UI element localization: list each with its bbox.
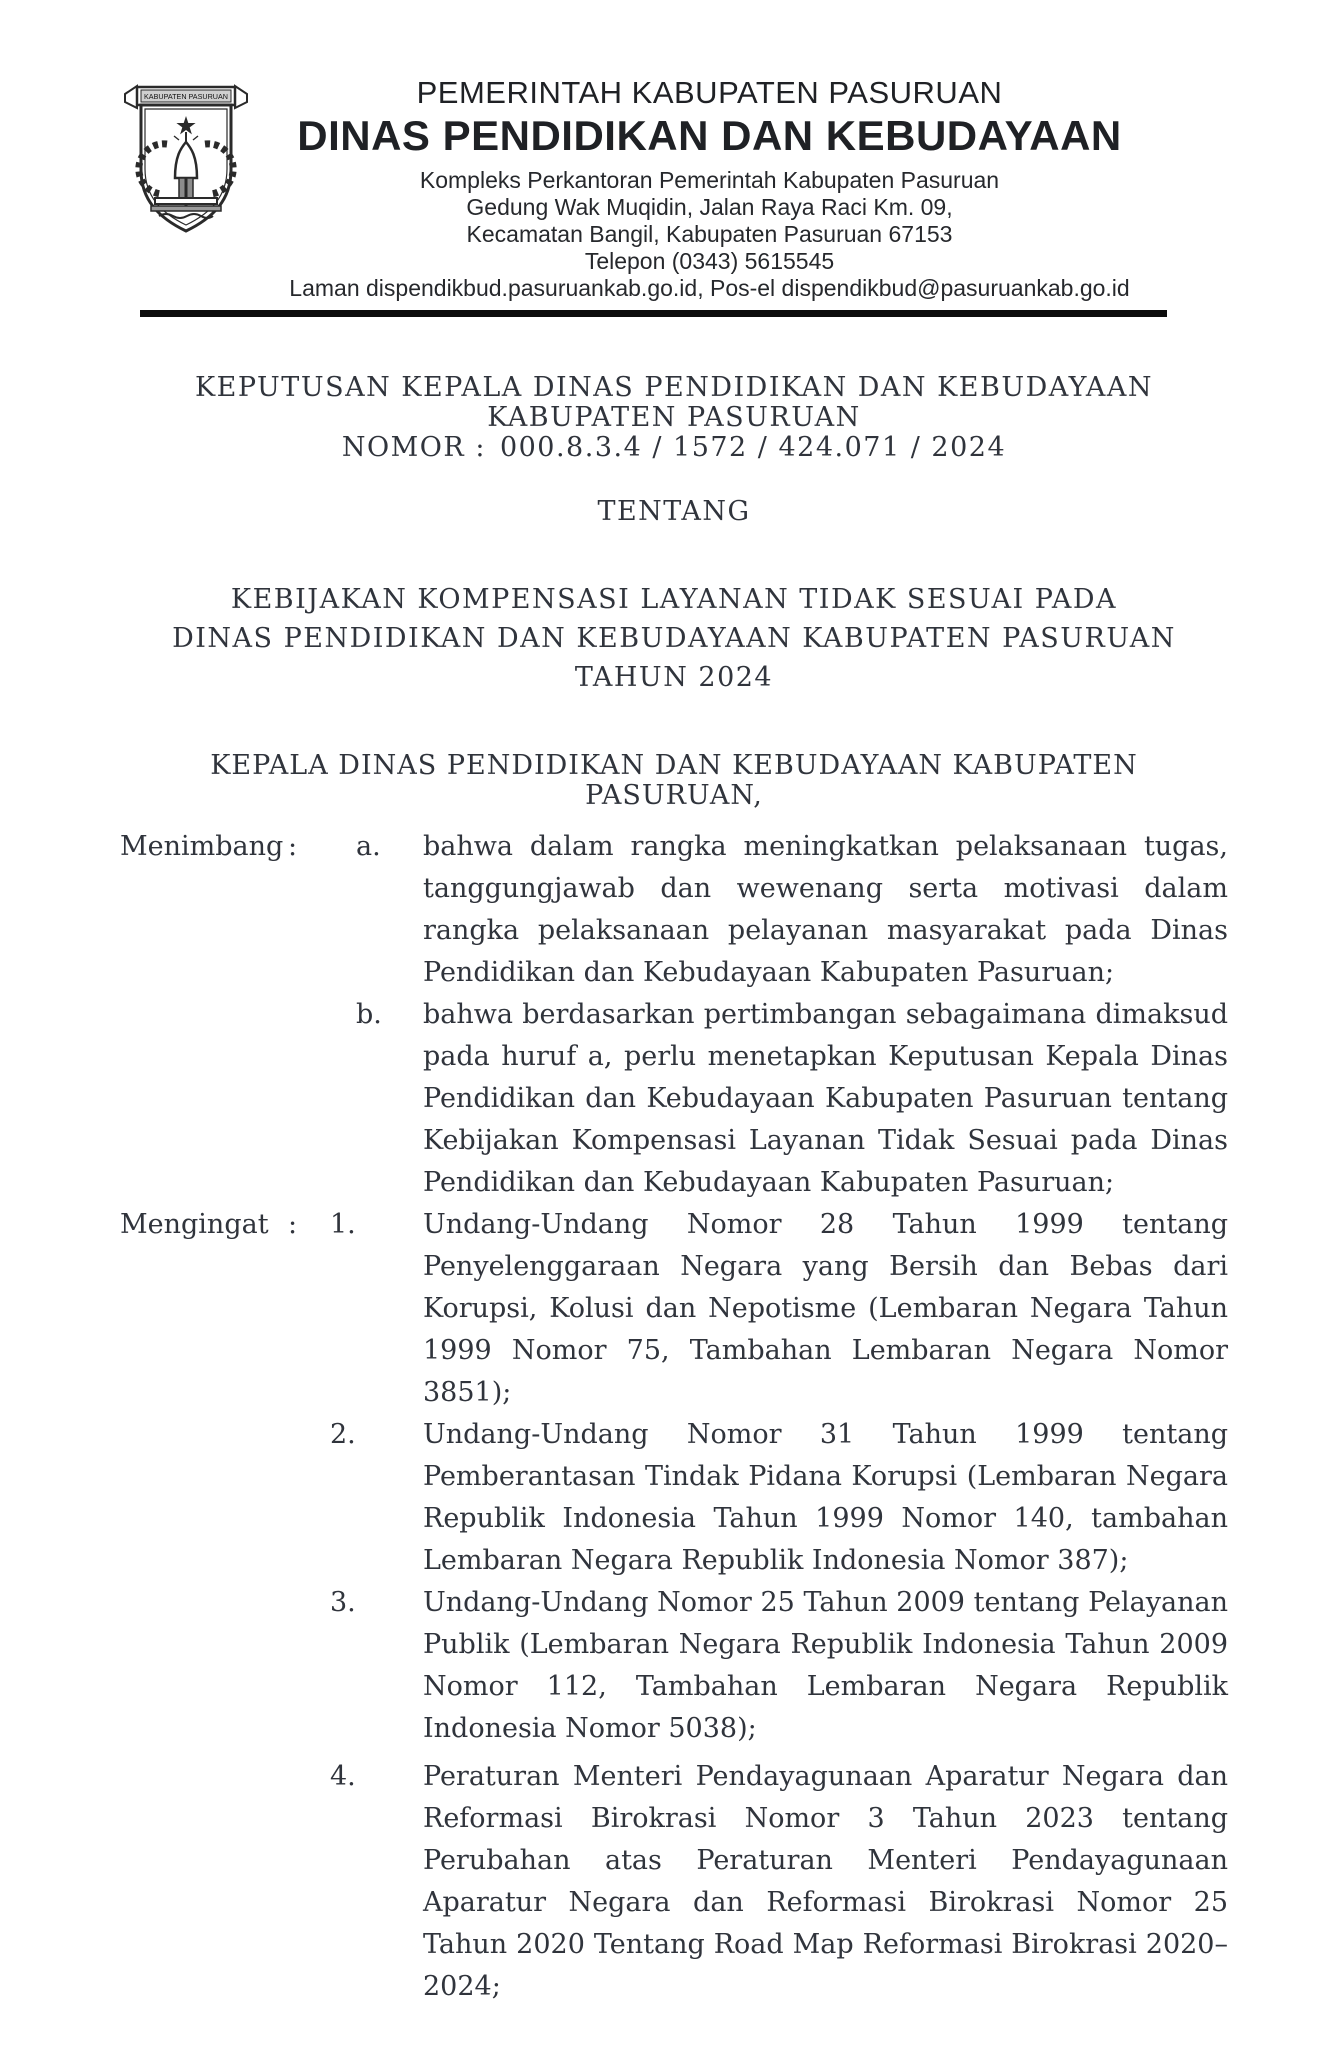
item-marker: 2.	[330, 1419, 356, 1450]
decree-subject-line-3: TAHUN 2024	[574, 662, 774, 693]
item-text: Undang-Undang Nomor 25 Tahun 2009 tentang Pelayanan Publik (Lembaran Negara Republik Indonesia Tahun 2009 Nomor 112, Tambahan Lembaran Negara Republik Indonesia Nomor 5038);	[423, 1587, 1228, 1744]
item-marker: 1.	[330, 1209, 356, 1240]
item-text: Peraturan Menteri Pendayagunaan Aparatur Negara dan Reformasi Birokrasi Nomor 3 Tahun 2023 tentang Perubahan atas Peraturan Menteri Pendayagunaan Aparatur Negara dan Reformasi Birokrasi Nomor 25 Tahun 2020 Tentang Road Map Reformasi Birokrasi 2020–2024;	[423, 1761, 1228, 2002]
letterhead-divider-rule	[140, 310, 1167, 317]
legal-basis-item	[120, 1204, 1228, 1414]
consideration-item	[120, 994, 1228, 1204]
item-marker: 3.	[330, 1587, 356, 1618]
letterhead-text	[252, 74, 1167, 302]
item-marker: b.	[356, 999, 382, 1030]
consideration-item	[120, 826, 1228, 994]
decree-title-line-1: KEPUTUSAN KEPALA DINAS PENDIDIKAN DAN KEBUDAYAAN	[194, 372, 1154, 403]
decree-number-line	[120, 433, 1228, 463]
item-marker: 4.	[330, 1761, 356, 1792]
decree-body-list	[120, 826, 1228, 2008]
legal-basis-label: Mengingat	[120, 1209, 269, 1240]
decree-title-line-2: KABUPATEN PASURUAN	[487, 402, 861, 433]
decree-title	[120, 373, 1228, 463]
letterhead-address-line-1: Kompleks Perkantoran Pemerintah Kabupaten Pasuruan	[419, 167, 1000, 193]
letterhead-phone-line: Telepon (0343) 5615545	[584, 248, 835, 274]
considerations-colon: :	[288, 831, 298, 862]
decree-subject	[120, 580, 1228, 697]
letterhead-government-line: PEMERINTAH KABUPATEN PASURUAN	[416, 75, 1003, 110]
legal-basis-colon: :	[288, 1209, 298, 1240]
decree-number-label: NOMOR :	[341, 432, 486, 463]
item-text: Undang-Undang Nomor 28 Tahun 1999 tentang Penyelenggaraan Negara yang Bersih dan Bebas dari Korupsi, Kolusi dan Nepotisme (Lembaran Negara Tahun 1999 Nomor 75, Tambahan Lembaran Negara Nomor 3851);	[423, 1209, 1228, 1408]
issuing-official-line: KEPALA DINAS PENDIDIKAN DAN KEBUDAYAAN KABUPATEN PASURUAN,	[210, 750, 1138, 811]
letterhead-agency-line: DINAS PENDIDIKAN DAN KEBUDAYAAN	[297, 112, 1122, 159]
decree-subject-line-1: KEBIJAKAN KOMPENSASI LAYANAN TIDAK SESUAI PADA	[230, 584, 1118, 615]
legal-basis-item	[120, 1756, 1228, 2008]
decree-number-value: 000.8.3.4 / 1572 / 424.071 / 2024	[499, 432, 1007, 463]
logo-banner-text: KABUPATEN PASURUAN	[144, 94, 228, 101]
letterhead	[0, 0, 1339, 330]
item-text: bahwa berdasarkan pertimbangan sebagaimana dimaksud pada huruf a, perlu menetapkan Keputusan Kepala Dinas Pendidikan dan Kebudayaan Kabupaten Pasuruan tentang Kebijakan Kompensasi Layanan Tidak Sesuai pada Dinas Pendidikan dan Kebudayaan Kabupaten Pasuruan;	[423, 999, 1228, 1198]
considerations-label: Menimbang	[120, 831, 284, 862]
legal-basis-item	[120, 1414, 1228, 1582]
about-label: TENTANG	[597, 496, 751, 527]
letterhead-web-email-line: Laman dispendikbud.pasuruankab.go.id, Pos-el dispendikbud@pasuruankab.go.id	[289, 275, 1130, 301]
legal-basis-item	[120, 1582, 1228, 1750]
letterhead-address-line-3: Kecamatan Bangil, Kabupaten Pasuruan 67153	[466, 221, 953, 247]
decree-subject-line-2: DINAS PENDIDIKAN DAN KEBUDAYAAN KABUPATEN PASURUAN	[172, 623, 1176, 654]
letterhead-address-line-2: Gedung Wak Muqidin, Jalan Raya Raci Km. 09,	[466, 194, 953, 220]
item-marker: a.	[356, 831, 381, 862]
regency-crest-logo	[121, 78, 251, 238]
item-text: bahwa dalam rangka meningkatkan pelaksanaan tugas, tanggungjawab dan wewenang serta motivasi dalam rangka pelaksanaan pelayanan masyarakat pada Dinas Pendidikan dan Kebudayaan Kabupaten Pasuruan;	[423, 831, 1228, 988]
item-text: Undang-Undang Nomor 31 Tahun 1999 tentang Pemberantasan Tindak Pidana Korupsi (Lembaran Negara Republik Indonesia Tahun 1999 Nomor 140, tambahan Lembaran Negara Republik Indonesia Nomor 387);	[423, 1419, 1228, 1576]
